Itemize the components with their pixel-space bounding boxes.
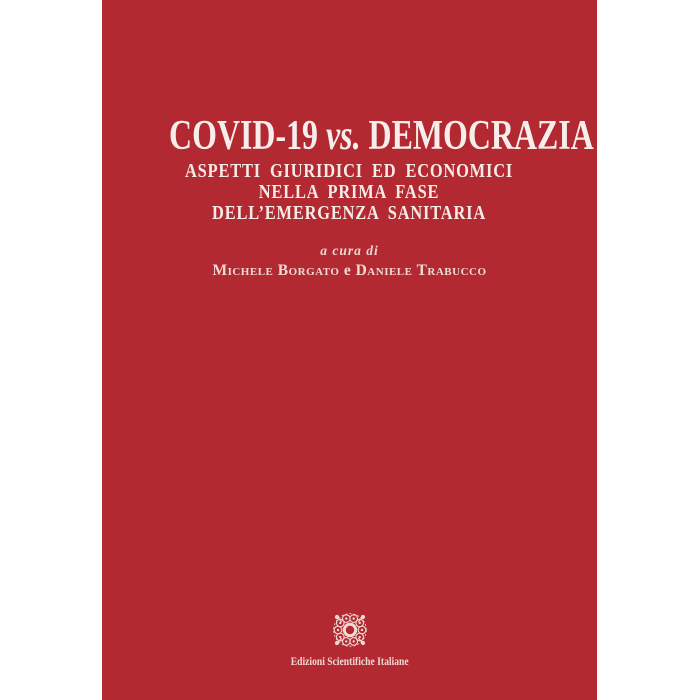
edited-by-label: a cura di bbox=[320, 243, 379, 258]
editors-names bbox=[102, 262, 597, 280]
subtitle-line-3: DELL’EMERGENZA SANITARIA bbox=[212, 202, 487, 224]
publisher-name bbox=[102, 654, 597, 669]
book-subtitle-text bbox=[185, 161, 513, 224]
book-title-suffix: DEMOCRAZIA bbox=[360, 113, 594, 159]
book-title-vs: vs. bbox=[326, 113, 361, 159]
book-title-text bbox=[169, 115, 594, 157]
editors-connector: e bbox=[343, 262, 352, 279]
book-title bbox=[102, 115, 597, 157]
editor-name-1: Michele Borgato bbox=[212, 262, 340, 279]
book-subtitle bbox=[102, 161, 597, 224]
publisher-name-text: Edizioni Scientifiche Italiane bbox=[290, 654, 409, 668]
subtitle-line-2: NELLA PRIMA FASE bbox=[259, 181, 440, 203]
editor-name-2: Daniele Trabucco bbox=[355, 262, 487, 279]
subtitle-line-1: ASPETTI GIURIDICI ED ECONOMICI bbox=[185, 160, 514, 182]
book-cover bbox=[102, 0, 597, 700]
book-title-prefix: COVID-19 bbox=[169, 113, 327, 159]
publisher-logo-container bbox=[102, 608, 597, 657]
esi-rosette-logo bbox=[328, 608, 372, 652]
